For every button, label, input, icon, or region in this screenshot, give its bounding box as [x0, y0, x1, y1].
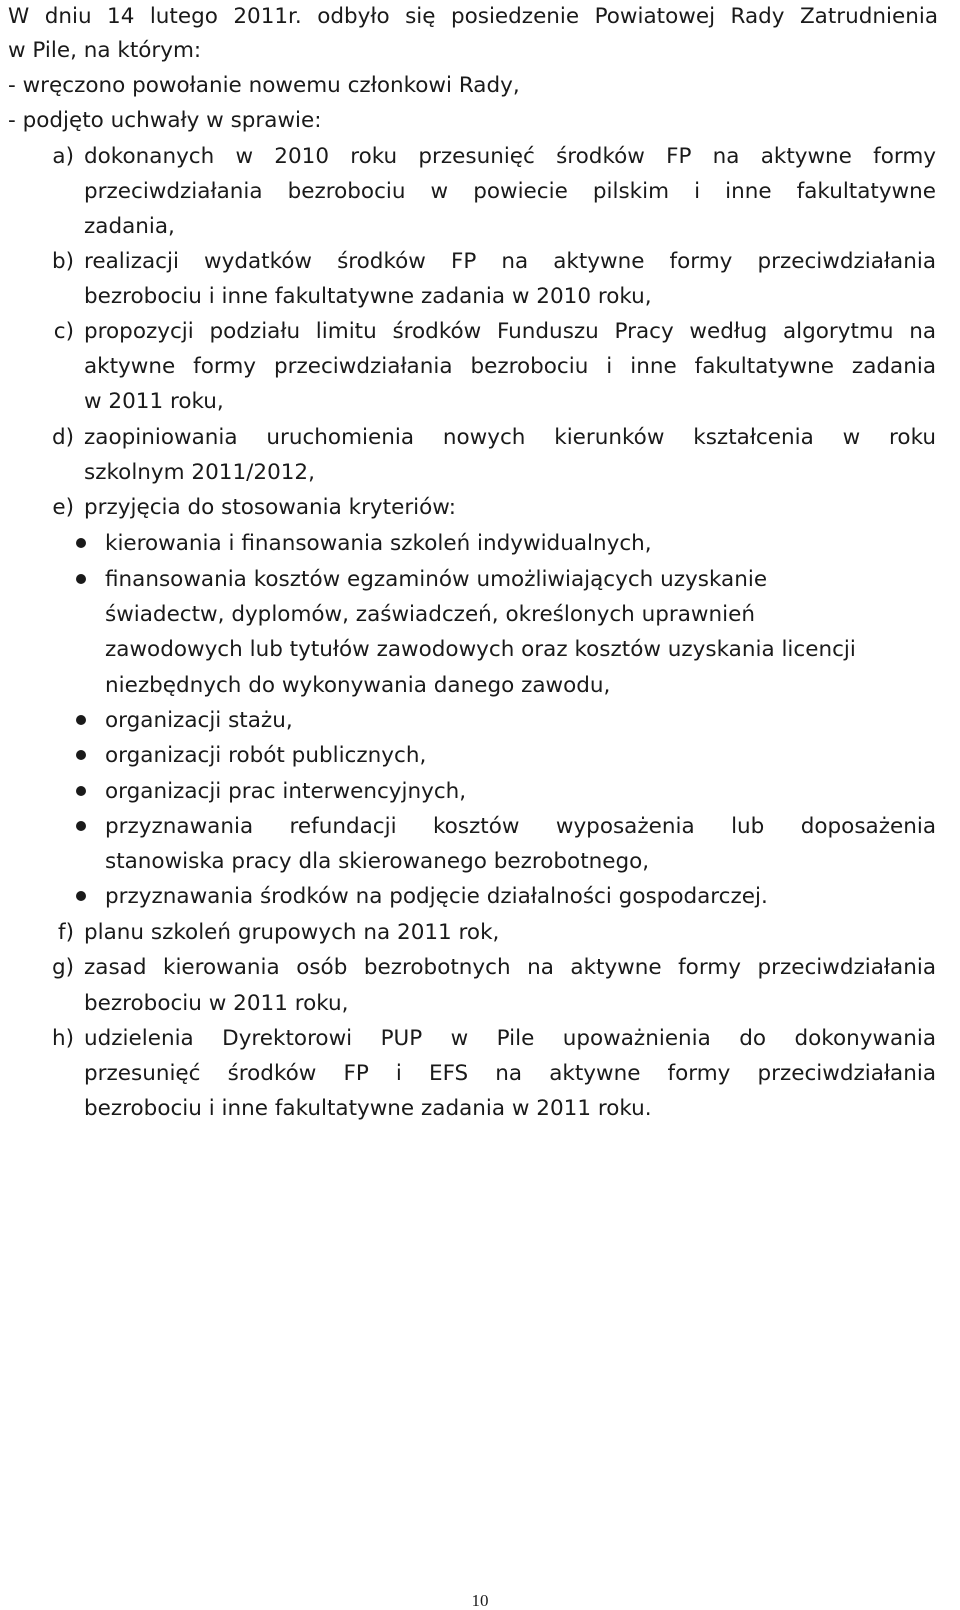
item-c-line-3: w 2011 roku,	[84, 389, 224, 414]
item-d-line-1: zaopiniowania uruchomienia nowych kierunków kształcenia w roku	[84, 425, 936, 450]
item-g-line-2: bezrobociu w 2011 roku,	[84, 991, 349, 1016]
bullet-6-line-1: przyznawania refundacji kosztów wyposażenia lub doposażenia	[105, 814, 936, 839]
bullet-dot	[76, 574, 86, 584]
item-marker-e: e)	[52, 495, 74, 520]
bullet-2-line-3: zawodowych lub tytułów zawodowych oraz kosztów uzyskania licencji	[105, 637, 856, 662]
dash-line-appointment: - wręczono powołanie nowemu członkowi Rady,	[8, 73, 520, 98]
item-marker-d: d)	[51, 425, 74, 450]
item-c-line-2: aktywne formy przeciwdziałania bezrobociu i inne fakultatywne zadania	[84, 354, 936, 379]
dash-line-resolutions: - podjęto uchwały w sprawie:	[8, 108, 322, 133]
bullet-dot	[76, 715, 86, 725]
bullet-2-line-1: finansowania kosztów egzaminów umożliwiających uzyskanie	[105, 567, 768, 592]
item-marker-h: h)	[51, 1026, 74, 1051]
bullet-dot	[76, 786, 86, 796]
item-a-line-2: przeciwdziałania bezrobociu w powiecie pilskim i inne fakultatywne	[84, 179, 936, 204]
item-marker-c: c)	[53, 319, 74, 344]
item-g-line-1: zasad kierowania osób bezrobotnych na aktywne formy przeciwdziałania	[84, 955, 936, 980]
item-f-line-1: planu szkoleń grupowych na 2011 rok,	[84, 920, 500, 945]
bullet-6-line-2: stanowiska pracy dla skierowanego bezrobotnego,	[105, 849, 650, 874]
bullet-dot	[76, 750, 86, 760]
item-h-line-2: przesunięć środków FP i EFS na aktywne formy przeciwdziałania	[84, 1061, 936, 1086]
item-marker-a: a)	[52, 144, 74, 169]
intro-line-1: W dniu 14 lutego 2011r. odbyło się posiedzenie Powiatowej Rady Zatrudnienia	[8, 4, 938, 29]
item-b-line-2: bezrobociu i inne fakultatywne zadania w 2010 roku,	[84, 284, 652, 309]
intro-line-2: w Pile, na którym:	[8, 38, 202, 63]
item-h-line-1: udzielenia Dyrektorowi PUP w Pile upoważnienia do dokonywania	[84, 1026, 936, 1051]
bullet-2-line-4: niezbędnych do wykonywania danego zawodu,	[105, 673, 611, 698]
item-a-line-3: zadania,	[84, 214, 175, 239]
bullet-3-line-1: organizacji stażu,	[105, 708, 293, 733]
item-marker-g: g)	[51, 955, 74, 980]
bullet-7-line-1: przyznawania środków na podjęcie działalności gospodarczej.	[105, 884, 768, 909]
bullet-dot	[76, 821, 86, 831]
bullet-5-line-1: organizacji prac interwencyjnych,	[105, 779, 467, 804]
item-c-line-1: propozycji podziału limitu środków Funduszu Pracy według algorytmu na	[84, 319, 936, 344]
bullet-4-line-1: organizacji robót publicznych,	[105, 743, 427, 768]
item-h-line-3: bezrobociu i inne fakultatywne zadania w 2011 roku.	[84, 1096, 652, 1121]
item-marker-b: b)	[51, 249, 74, 274]
item-a-line-1: dokonanych w 2010 roku przesunięć środków FP na aktywne formy	[84, 144, 936, 169]
page-number: 10	[471, 1591, 489, 1610]
bullet-2-line-2: świadectw, dyplomów, zaświadczeń, określonych uprawnień	[105, 602, 755, 627]
item-d-line-2: szkolnym 2011/2012,	[84, 460, 315, 485]
item-e-line-1: przyjęcia do stosowania kryteriów:	[84, 495, 456, 520]
bullet-dot	[76, 538, 86, 548]
item-b-line-1: realizacji wydatków środków FP na aktywne formy przeciwdziałania	[84, 249, 936, 274]
bullet-dot	[76, 891, 86, 901]
bullet-1-line-1: kierowania i finansowania szkoleń indywidualnych,	[105, 531, 652, 556]
item-marker-f: f)	[58, 920, 74, 945]
